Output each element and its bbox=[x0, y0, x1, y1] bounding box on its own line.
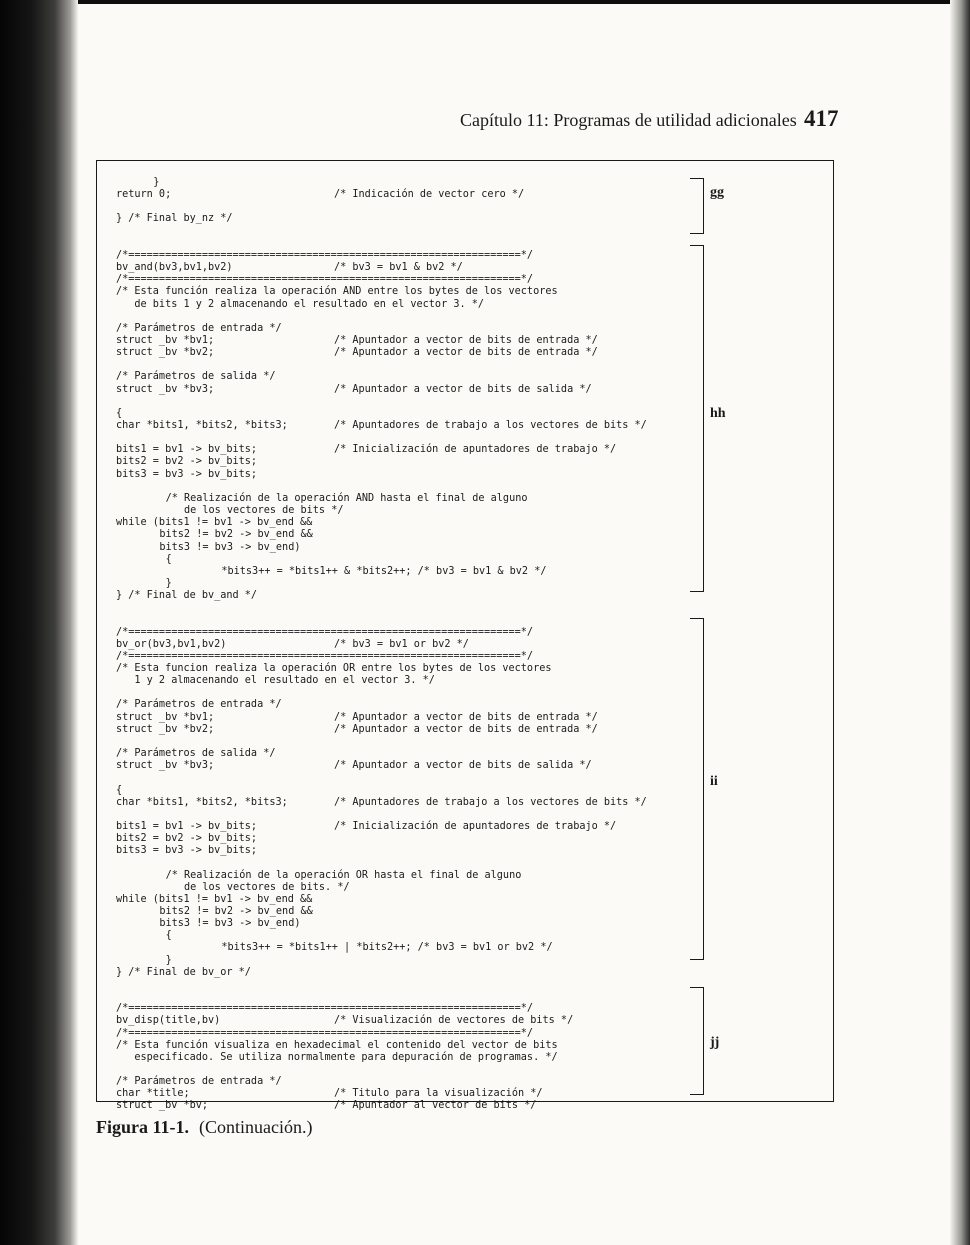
code-line bbox=[116, 1100, 208, 1112]
code-line bbox=[116, 335, 214, 347]
code-text: while (bits1 != bv1 -> bv_end && bbox=[116, 893, 313, 905]
code-text: struct _bv *bv1; bbox=[116, 711, 215, 723]
code-comment: /* Apuntadores de trabajo a los vectores de bits */ bbox=[334, 796, 647, 808]
code-line bbox=[116, 456, 257, 468]
code-line bbox=[116, 262, 233, 274]
code-text: bv_or(bv3,bv1,bv2) bbox=[116, 638, 227, 650]
code-text: /*================================================================*/ bbox=[116, 1003, 534, 1015]
code-line bbox=[116, 371, 275, 383]
code-comment: /* Apuntador a vector de bits de entrada */ bbox=[334, 334, 598, 346]
section-label-gg: gg bbox=[710, 185, 724, 200]
code-comment: /* Inicialización de apuntadores de trabajo */ bbox=[334, 820, 617, 832]
code-line bbox=[116, 1076, 282, 1088]
code-text: /*================================================================*/ bbox=[116, 626, 534, 638]
running-head: Capítulo 11: Programas de utilidad adicionales bbox=[460, 110, 797, 130]
code-text: char *title; bbox=[116, 1088, 190, 1100]
code-text: /* Parámetros de salida */ bbox=[116, 371, 276, 383]
code-line bbox=[221, 566, 546, 578]
code-line bbox=[116, 785, 122, 797]
code-line bbox=[116, 639, 226, 651]
code-text: struct _bv *bv3; bbox=[116, 760, 215, 772]
code-comment: /* Apuntador a vector de bits de entrada */ bbox=[334, 711, 598, 723]
code-text: bits2 = bv2 -> bv_bits; bbox=[116, 833, 258, 845]
code-line bbox=[116, 189, 171, 201]
code-text: *bits3++ = *bits1++ & *bits2++; /* bv3 = bv1 & bv2 */ bbox=[221, 565, 547, 577]
code-line bbox=[116, 821, 257, 833]
code-text: especificado. Se utiliza normalmente para depuración de programas. */ bbox=[116, 1051, 558, 1063]
code-text: de los vectores de bits. */ bbox=[165, 881, 350, 893]
code-text: } /* Final de bv_and */ bbox=[116, 590, 258, 602]
code-text: de los vectores de bits */ bbox=[165, 505, 344, 517]
code-comment: /* bv3 = bv1 or bv2 */ bbox=[334, 638, 469, 650]
code-text: /* Realización de la operación OR hasta el final de alguno bbox=[165, 869, 522, 881]
code-line bbox=[116, 967, 251, 979]
code-line bbox=[116, 590, 257, 602]
code-line bbox=[116, 444, 257, 456]
scan-top-edge bbox=[0, 0, 970, 4]
code-line bbox=[153, 177, 159, 189]
code-text: bits2 != bv2 -> bv_end && bbox=[159, 529, 313, 541]
code-text: /* Esta función realiza la operación AND entre los bytes de los vectores bbox=[116, 286, 558, 298]
section-label-ii: ii bbox=[710, 774, 718, 789]
code-line bbox=[116, 213, 233, 225]
code-text: } bbox=[165, 577, 172, 589]
code-line bbox=[116, 1028, 533, 1040]
code-line bbox=[116, 845, 257, 857]
book-gutter-shadow bbox=[0, 0, 78, 1245]
code-line bbox=[116, 724, 214, 736]
code-text: struct _bv *bv2; bbox=[116, 347, 215, 359]
code-text: /* Parámetros de entrada */ bbox=[116, 1076, 282, 1088]
code-line bbox=[159, 906, 312, 918]
code-line bbox=[116, 675, 435, 687]
code-text: } bbox=[153, 177, 160, 188]
code-text: bits3 != bv3 -> bv_end) bbox=[159, 541, 301, 553]
code-text: bits2 = bv2 -> bv_bits; bbox=[116, 456, 258, 468]
code-line bbox=[116, 1015, 220, 1027]
code-text: struct _bv *bv3; bbox=[116, 383, 215, 395]
code-line bbox=[166, 505, 344, 517]
code-line bbox=[166, 493, 528, 505]
code-line bbox=[166, 554, 172, 566]
code-line bbox=[116, 748, 275, 760]
figure-caption-text: (Continuación.) bbox=[199, 1117, 313, 1137]
code-text: struct _bv *bv; bbox=[116, 1100, 209, 1112]
code-text: /*================================================================*/ bbox=[116, 249, 534, 261]
code-comment: /* Apuntadores de trabajo a los vectores de bits */ bbox=[334, 420, 647, 431]
code-line bbox=[116, 420, 288, 432]
code-text: while (bits1 != bv1 -> bv_end && bbox=[116, 517, 313, 529]
code-text: de bits 1 y 2 almacenando el resultado en el vector 3. */ bbox=[116, 298, 485, 310]
code-line bbox=[221, 942, 552, 954]
code-text: bits1 = bv1 -> bv_bits; bbox=[116, 444, 258, 456]
code-line bbox=[159, 542, 300, 554]
code-text: bv_and(bv3,bv1,bv2) bbox=[116, 262, 233, 274]
figure-number: Figura 11-1. bbox=[96, 1117, 189, 1137]
code-listing-frame bbox=[96, 160, 834, 1112]
code-text: bits3 = bv3 -> bv_bits; bbox=[116, 468, 258, 480]
code-line bbox=[166, 955, 172, 967]
code-text: struct _bv *bv2; bbox=[116, 723, 215, 735]
code-comment: /* bv3 = bv1 & bv2 */ bbox=[334, 262, 463, 274]
code-text: char *bits1, *bits2, *bits3; bbox=[116, 796, 288, 808]
code-line bbox=[116, 469, 257, 481]
code-text: bits3 != bv3 -> bv_end) bbox=[159, 918, 301, 930]
code-comment: /* Visualización de vectores de bits */ bbox=[334, 1015, 574, 1027]
code-comment: /* Apuntador al vector de bits */ bbox=[334, 1100, 537, 1112]
code-line bbox=[159, 918, 300, 930]
code-text: /* Esta funcion realiza la operación OR entre los bytes de los vectores bbox=[116, 663, 552, 674]
section-bracket-jj bbox=[690, 987, 704, 1095]
code-comment: /* Apuntador a vector de bits de entrada */ bbox=[334, 347, 598, 359]
code-line bbox=[166, 930, 172, 942]
code-line bbox=[116, 347, 214, 359]
code-line bbox=[116, 517, 312, 529]
code-line bbox=[166, 882, 350, 894]
code-comment: /* Apuntador a vector de bits de salida */ bbox=[334, 760, 592, 772]
code-line bbox=[116, 712, 214, 724]
code-text: /* Parámetros de entrada */ bbox=[116, 699, 282, 711]
code-line bbox=[116, 286, 558, 298]
code-text: /* Realización de la operación AND hasta el final de alguno bbox=[165, 492, 528, 504]
code-text: /* Esta función visualiza en hexadecimal el contenido del vector de bits bbox=[116, 1039, 558, 1051]
code-text: struct _bv *bv1; bbox=[116, 334, 215, 346]
section-bracket-gg bbox=[690, 178, 704, 234]
code-text: { bbox=[165, 930, 172, 942]
code-line bbox=[116, 651, 533, 663]
code-text: { bbox=[165, 553, 172, 565]
code-line bbox=[166, 870, 522, 882]
code-text: { bbox=[116, 407, 123, 419]
code-line bbox=[116, 627, 533, 639]
code-comment: /* Titulo para la visualización */ bbox=[334, 1088, 543, 1100]
code-comment: /* Inicialización de apuntadores de trabajo */ bbox=[334, 444, 617, 456]
code-text: } /* Final de bv_or */ bbox=[116, 966, 251, 978]
code-line bbox=[116, 408, 122, 420]
code-text: bv_disp(title,bv) bbox=[116, 1015, 221, 1027]
code-text: } bbox=[165, 954, 172, 966]
code-line bbox=[116, 1052, 558, 1064]
code-line bbox=[116, 323, 282, 335]
code-text: bits3 = bv3 -> bv_bits; bbox=[116, 845, 258, 857]
code-text: 1 y 2 almacenando el resultado en el vector 3. */ bbox=[116, 675, 435, 687]
code-line bbox=[116, 1040, 558, 1052]
code-text: *bits3++ = *bits1++ | *bits2++; /* bv3 = bv1 or bv2 */ bbox=[221, 942, 553, 954]
section-label-jj: jj bbox=[710, 1035, 720, 1050]
code-line bbox=[166, 578, 172, 590]
code-line bbox=[116, 699, 282, 711]
code-text: /*================================================================*/ bbox=[116, 274, 534, 286]
code-text: bits1 = bv1 -> bv_bits; bbox=[116, 820, 258, 832]
code-line bbox=[116, 760, 214, 772]
code-text: { bbox=[116, 784, 123, 796]
code-line bbox=[116, 894, 312, 906]
section-label-hh: hh bbox=[710, 406, 726, 421]
code-text: /* Parámetros de entrada */ bbox=[116, 322, 282, 334]
figure-caption bbox=[96, 1117, 312, 1138]
code-text: char *bits1, *bits2, *bits3; bbox=[116, 420, 288, 431]
code-text: /*================================================================*/ bbox=[116, 1027, 534, 1039]
code-line bbox=[116, 384, 214, 396]
page-number: 417 bbox=[804, 106, 839, 131]
section-bracket-hh bbox=[690, 245, 704, 592]
code-text: return 0; bbox=[116, 189, 172, 201]
code-line bbox=[159, 529, 312, 541]
code-line bbox=[116, 797, 288, 809]
code-text: bits2 != bv2 -> bv_end && bbox=[159, 906, 313, 917]
code-line bbox=[116, 833, 257, 845]
code-line bbox=[116, 250, 533, 262]
code-line bbox=[116, 1003, 533, 1015]
code-line bbox=[116, 274, 533, 286]
code-line bbox=[116, 1088, 190, 1100]
code-line bbox=[116, 663, 551, 675]
code-text: } /* Final by_nz */ bbox=[116, 213, 233, 225]
section-bracket-ii bbox=[690, 618, 704, 960]
code-comment: /* Apuntador a vector de bits de salida */ bbox=[334, 383, 592, 395]
code-text: /*================================================================*/ bbox=[116, 650, 534, 662]
code-line bbox=[116, 299, 484, 311]
code-comment: /* Apuntador a vector de bits de entrada */ bbox=[334, 723, 598, 735]
code-text: /* Parámetros de salida */ bbox=[116, 748, 276, 760]
code-comment: /* Indicación de vector cero */ bbox=[334, 189, 525, 201]
page-edge-shadow bbox=[950, 0, 970, 1245]
